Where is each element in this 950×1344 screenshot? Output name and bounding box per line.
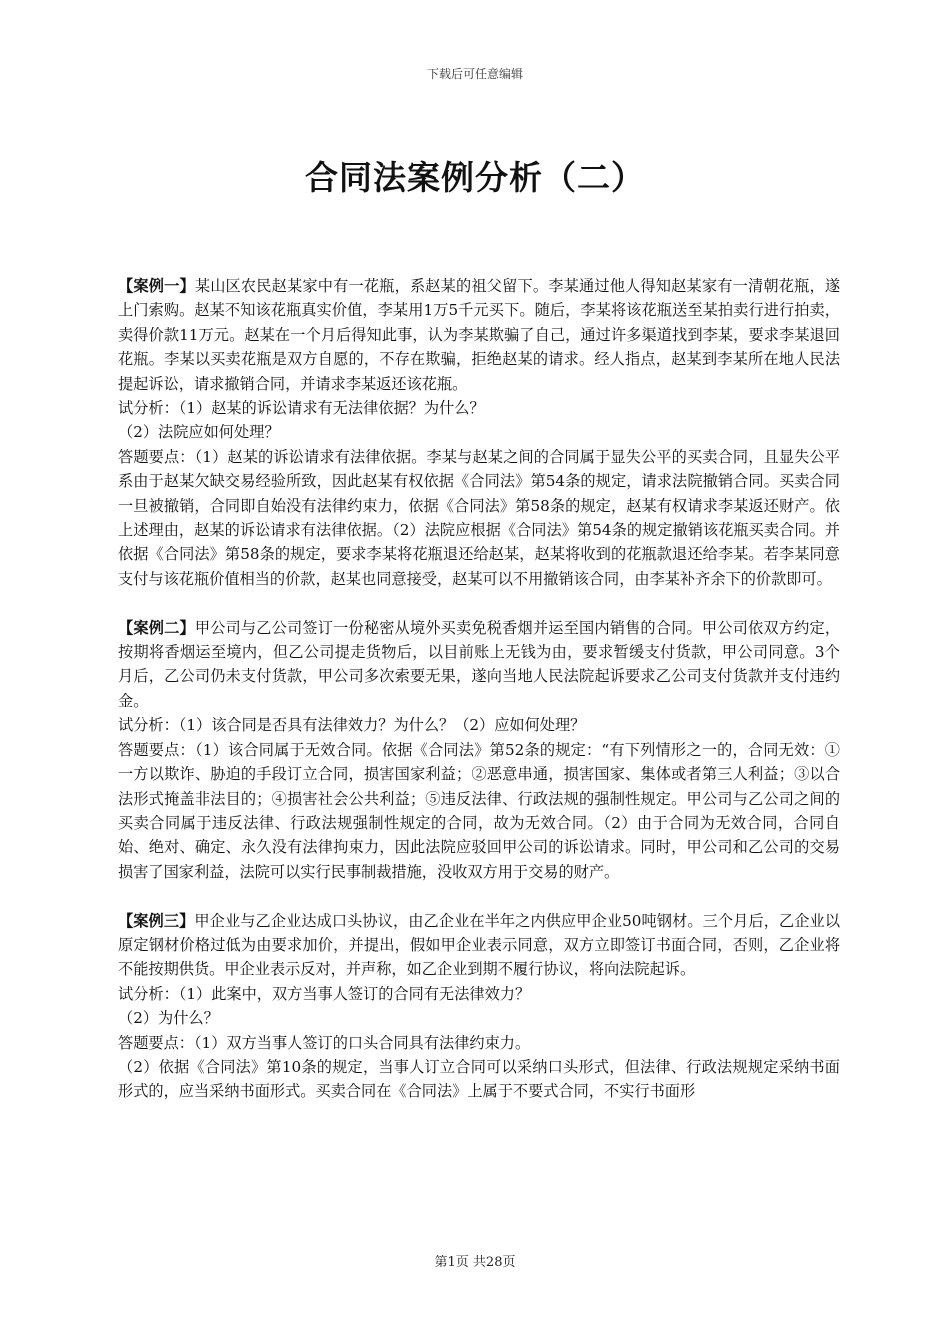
- case-two-body: 甲公司与乙公司签订一份秘密从境外买卖免税香烟并运至国内销售的合同。甲公司依双方约定，按期将香烟运至境内，但乙公司提走货物后，以目前账上无钱为由，要求暂缓支付货款，甲公司同意。3个月后，乙公司仍未支付货款，甲公司多次索要无果，遂向当地人民法院起诉要求乙公司支付货款并支付违约金。: [118, 618, 841, 710]
- case-one-body: 某山区农民赵某家中有一花瓶，系赵某的祖父留下。李某通过他人得知赵某家有一清朝花瓶，遂上门索购。赵某不知该花瓶真实价值，李某用1万5千元买下。随后，李某将该花瓶送至某拍卖行进行拍卖，卖得价款11万元。赵某在一个月后得知此事，认为李某欺骗了自己，通过许多渠道找到李某，要求李某退回花瓶。李某以买卖花瓶是双方自愿的，不存在欺骗，拒绝赵某的请求。经人指点，赵某到李某所在地人民法提起诉讼，请求撤销合同，并请求李某返还该花瓶。: [118, 277, 841, 393]
- case-one-label: 【案例一】: [118, 277, 195, 295]
- document-title: 合同法案例分析（二）: [305, 158, 645, 197]
- case-three-answer: 答题要点：（1）双方当事人签订的口头合同具有法律约束力。: [118, 1033, 531, 1052]
- case-two-description: [118, 616, 840, 714]
- case-one-description: [118, 274, 840, 396]
- page-footer: 第1页 共28页: [434, 1255, 516, 1270]
- page-header: 下载后可任意编辑: [426, 67, 523, 81]
- case-two: [118, 616, 840, 884]
- case-two-question: 试分析：（1）该合同是否具有法律效力？为什么？（2）应如何处理？: [118, 716, 586, 735]
- case-one-answer: 答题要点：（1）赵某的诉讼请求有法律依据。李某与赵某之间的合同属于显失公平的买卖合同，且显失公平系由于赵某欠缺交易经验所致，因此赵某有权依据《合同法》第54条的规定，请求法院撤销合同。买卖合同一旦被撤销，合同即自始没有法律约束力，依据《合同法》第58条的规定，赵某有权请求李某返还财产。依上述理由，赵某的诉讼请求有法律依据。（2）法院应根据《合同法》第54条的规定撤销该花瓶买卖合同。并依据《合同法》第58条的规定，要求李某将花瓶退还给赵某，赵某将收到的花瓶款退还给李某。若李某同意支付与该花瓶价值相当的价款，赵某也同意接受，赵某可以不用撤销该合同，由李某补齐余下的价款即可。: [118, 447, 840, 588]
- document-body: [118, 274, 840, 1128]
- case-one-question-2: （2）法院应如何处理？: [118, 423, 280, 442]
- case-three-question-2: （2）为什么？: [118, 1009, 219, 1028]
- case-three-label: 【案例三】: [118, 911, 195, 930]
- case-one: [118, 274, 840, 591]
- case-three-answer-2: （2）依据《合同法》第10条的规定，当事人订立合同可以采纳口头形式，但法律、行政法规规定采纳书面形式的，应当采纳书面形式。买卖合同在《合同法》上属于不要式合同，不实行书面形: [118, 1057, 840, 1101]
- case-two-answer: 答题要点：（1）该合同属于无效合同。依据《合同法》第52条的规定：“有下列情形之一的，合同无效：①一方以欺诈、胁迫的手段订立合同，损害国家利益；②恶意串通，损害国家、集体或者第三人利益；③以合法形式掩盖非法目的；④损害社会公共利益；⑤违反法律、行政法规的强制性规定。甲公司与乙公司之间的买卖合同属于违反法律、行政法规强制性规定的合同，故为无效合同。（2）由于合同为无效合同，合同自始、绝对、确定、永久没有法律拘束力，因此法院应驳回甲公司的诉讼请求。同时，甲公司和乙公司的交易损害了国家利益，法院可以实行民事制裁措施，没收双方用于交易的财产。: [118, 740, 840, 881]
- case-one-question: 试分析：（1）赵某的诉讼请求有无法律依据？为什么？: [118, 399, 485, 418]
- case-two-label: 【案例二】: [118, 618, 195, 637]
- case-three-body: 甲企业与乙企业达成口头协议，由乙企业在半年之内供应甲企业50吨钢材。三个月后，乙企业以原定钢材价格过低为由要求加价，并提出，假如甲企业表示同意，双方立即签订书面合同，否则，乙企业将不能按期供货。甲企业表示反对，并声称，如乙企业到期不履行协议，将向法院起诉。: [118, 911, 841, 979]
- case-three-question: 试分析：（1）此案中，双方当事人签订的合同有无法律效力？: [118, 984, 531, 1003]
- case-three: [118, 909, 840, 1104]
- case-three-description: [118, 909, 840, 982]
